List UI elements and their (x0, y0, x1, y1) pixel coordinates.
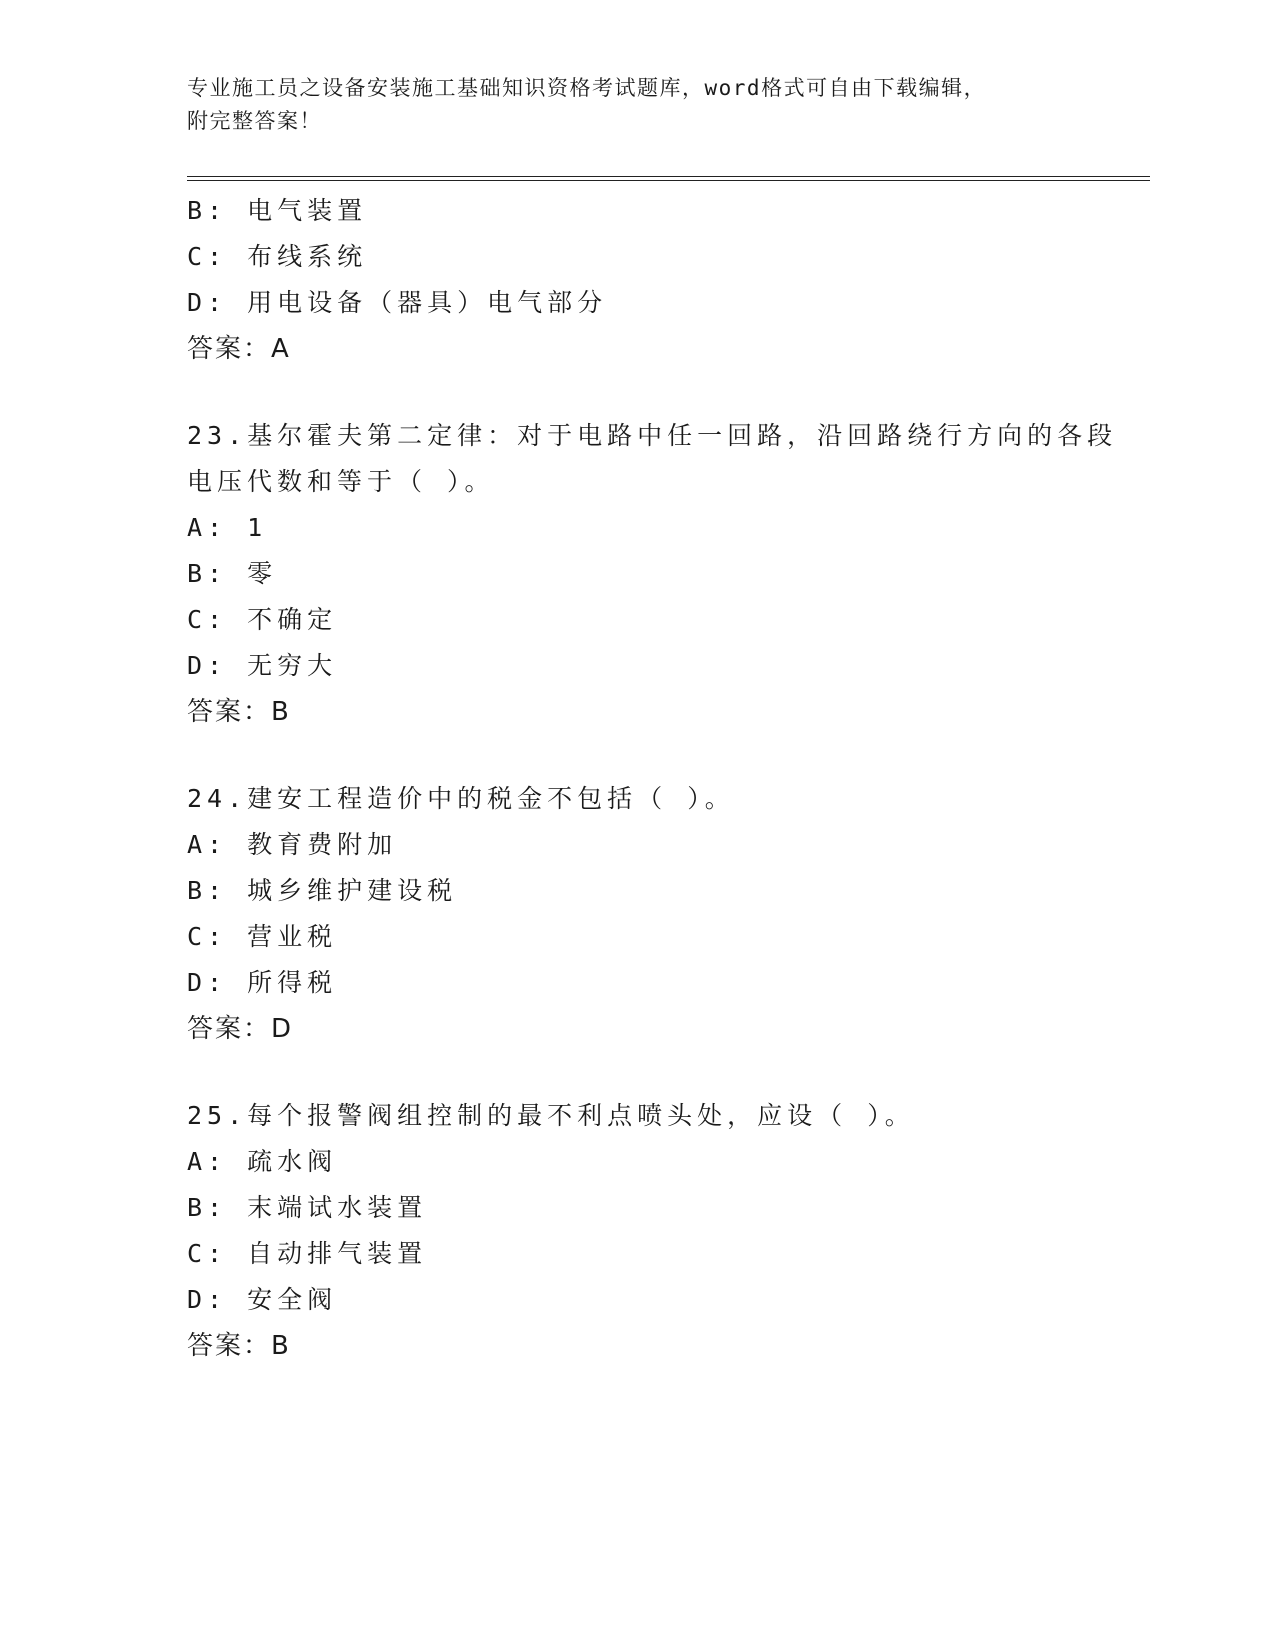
option-b: B: 城乡维护建设税 (187, 876, 458, 905)
option-c: C: 营业税 (187, 922, 338, 951)
question-23 (187, 413, 1118, 735)
question-stem-continued: 电压代数和等于（ ）。 (187, 467, 495, 496)
question-stem: 25.每个报警阀组控制的最不利点喷头处，应设（ ）。 (187, 1101, 915, 1130)
option-d: D: 无穷大 (187, 651, 338, 680)
option-a: A: 疏水阀 (187, 1147, 338, 1176)
question-stem: 23.基尔霍夫第二定律：对于电路中任一回路，沿回路绕行方向的各段 (187, 421, 1118, 450)
question-25 (187, 1093, 1087, 1369)
answer-line: 答案：B (187, 697, 291, 727)
option-a: A: 教育费附加 (187, 830, 398, 859)
question-24 (187, 776, 1087, 1052)
option-b: B: 电气装置 (187, 196, 368, 225)
header-divider (187, 176, 1150, 181)
question-stem: 24.建安工程造价中的税金不包括（ ）。 (187, 784, 735, 813)
option-c: C: 不确定 (187, 605, 338, 634)
option-d: D: 所得税 (187, 968, 338, 997)
header-line-2: 附完整答案！ (187, 109, 322, 133)
question-22-continued (187, 188, 1087, 372)
option-c: C: 布线系统 (187, 242, 368, 271)
spacer (187, 1052, 1087, 1093)
spacer (187, 372, 1087, 413)
option-c: C: 自动排气装置 (187, 1239, 428, 1268)
option-a: A: 1 (187, 513, 268, 542)
document-header (187, 72, 1067, 138)
answer-line: 答案：A (187, 334, 291, 364)
option-d: D: 安全阀 (187, 1285, 338, 1314)
question-list (187, 188, 1118, 1369)
option-d: D: 用电设备（器具）电气部分 (187, 288, 608, 317)
spacer (187, 735, 1087, 776)
answer-line: 答案：B (187, 1331, 291, 1361)
option-b: B: 末端试水装置 (187, 1193, 428, 1222)
header-line-1: 专业施工员之设备安装施工基础知识资格考试题库，word格式可自由下载编辑， (187, 76, 987, 100)
option-b: B: 零 (187, 559, 278, 588)
answer-line: 答案：D (187, 1014, 294, 1044)
